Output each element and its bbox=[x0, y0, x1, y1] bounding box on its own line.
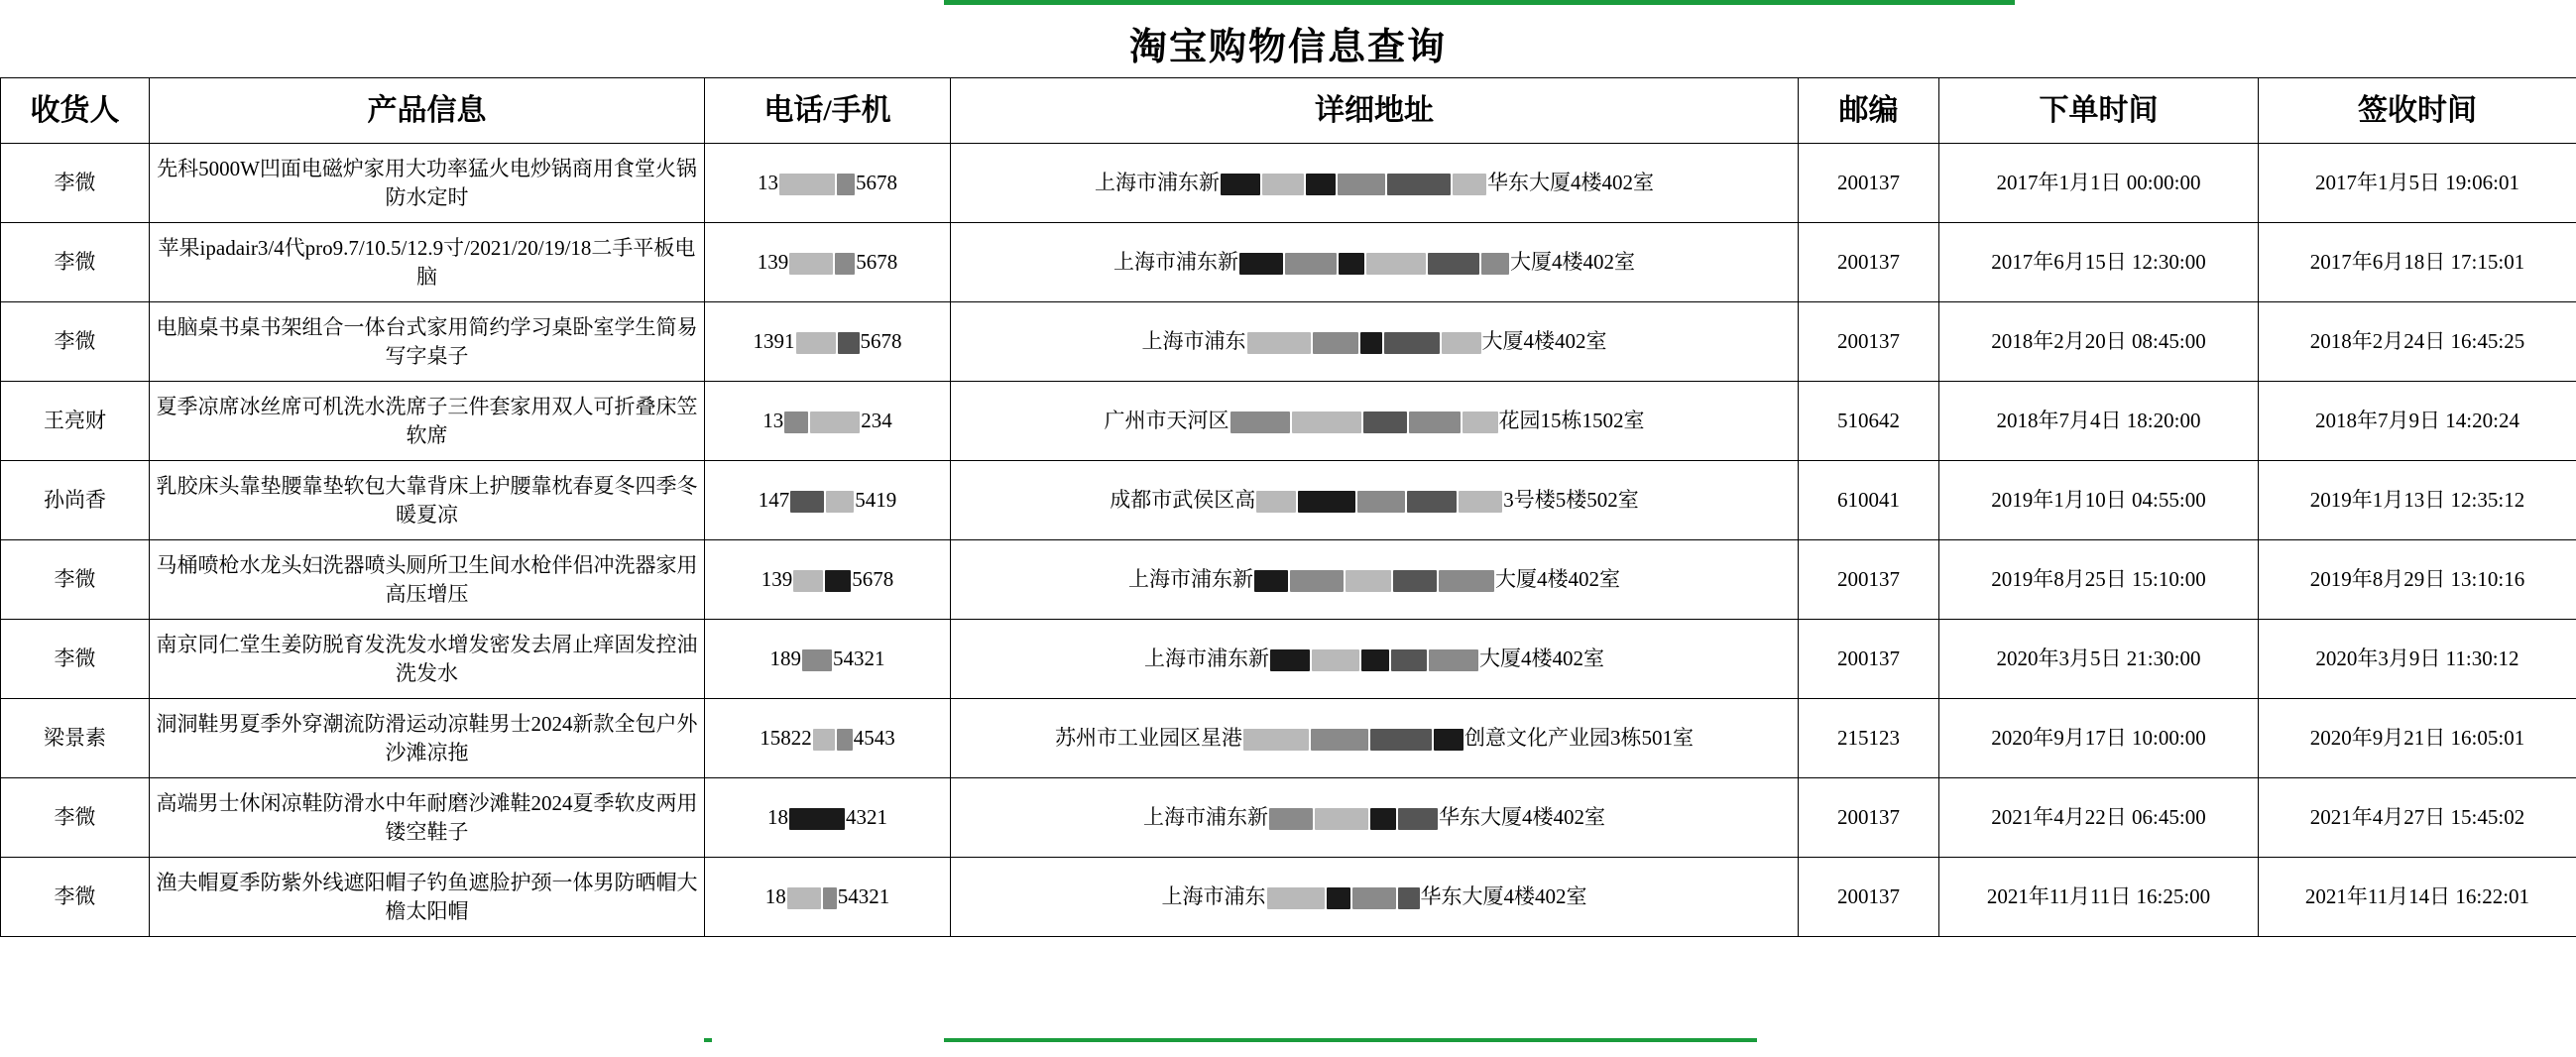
redaction-block bbox=[1256, 491, 1296, 513]
cell-address bbox=[951, 382, 1799, 461]
address-suffix: 3号楼5楼502室 bbox=[1503, 488, 1639, 513]
cell-zip: 200137 bbox=[1799, 540, 1939, 620]
redaction-block bbox=[1327, 887, 1350, 909]
redaction-block bbox=[793, 570, 823, 592]
cell-address bbox=[951, 461, 1799, 540]
column-header-phone: 电话/手机 bbox=[705, 78, 951, 144]
column-header-recipient: 收货人 bbox=[1, 78, 150, 144]
phone-prefix: 139 bbox=[757, 250, 789, 275]
cell-order-time: 2021年11月11日 16:25:00 bbox=[1939, 858, 2259, 937]
redaction-block bbox=[1393, 570, 1437, 592]
cell-phone bbox=[705, 461, 951, 540]
cell-recipient: 梁景素 bbox=[1, 699, 150, 778]
redaction-block bbox=[1463, 411, 1498, 433]
redaction-block bbox=[1311, 729, 1368, 751]
redaction-block bbox=[825, 570, 851, 592]
cell-recipient: 李微 bbox=[1, 778, 150, 858]
redaction-block bbox=[837, 729, 853, 751]
address-suffix: 华东大厦4楼402室 bbox=[1420, 884, 1587, 909]
cell-phone bbox=[705, 620, 951, 699]
redaction-block bbox=[789, 253, 833, 275]
cell-recipient: 李微 bbox=[1, 620, 150, 699]
address-prefix: 上海市浦东新 bbox=[1113, 250, 1238, 275]
column-header-order-time: 下单时间 bbox=[1939, 78, 2259, 144]
address-suffix: 花园15栋1502室 bbox=[1498, 409, 1645, 433]
redaction-block bbox=[790, 491, 824, 513]
address-prefix: 广州市天河区 bbox=[1104, 409, 1229, 433]
phone-suffix: 54321 bbox=[833, 646, 885, 671]
redaction-block bbox=[1243, 729, 1309, 751]
cell-zip: 200137 bbox=[1799, 620, 1939, 699]
redaction-block bbox=[1366, 253, 1426, 275]
redaction-block bbox=[1339, 253, 1364, 275]
address-suffix: 大厦4楼402室 bbox=[1510, 250, 1635, 275]
page-title: 淘宝购物信息查询 bbox=[1128, 27, 1447, 68]
cell-product: 南京同仁堂生姜防脱育发洗发水增发密发去屑止痒固发控油洗发水 bbox=[150, 620, 705, 699]
phone-prefix: 18 bbox=[767, 805, 788, 830]
table-row bbox=[1, 620, 2576, 699]
redaction-block bbox=[779, 174, 835, 195]
cell-product: 洞洞鞋男夏季外穿潮流防滑运动凉鞋男士2024新款全包户外沙滩凉拖 bbox=[150, 699, 705, 778]
table-row bbox=[1, 699, 2576, 778]
cell-sign-time: 2021年11月14日 16:22:01 bbox=[2259, 858, 2576, 937]
cell-recipient: 李微 bbox=[1, 540, 150, 620]
cell-recipient: 孙尚香 bbox=[1, 461, 150, 540]
redaction-block bbox=[1338, 174, 1385, 195]
cell-address bbox=[951, 540, 1799, 620]
redaction-block bbox=[784, 411, 808, 433]
cell-phone bbox=[705, 144, 951, 223]
redaction-block bbox=[835, 253, 855, 275]
redaction-block bbox=[1270, 649, 1310, 671]
redaction-block bbox=[1409, 411, 1461, 433]
phone-suffix: 5678 bbox=[856, 171, 897, 195]
table-header-row bbox=[1, 78, 2576, 144]
table-row bbox=[1, 461, 2576, 540]
cell-sign-time: 2021年4月27日 15:45:02 bbox=[2259, 778, 2576, 858]
phone-prefix: 13 bbox=[758, 171, 778, 195]
cell-recipient: 李微 bbox=[1, 144, 150, 223]
address-prefix: 上海市浦东 bbox=[1141, 329, 1246, 354]
redaction-block bbox=[1360, 332, 1382, 354]
redaction-block bbox=[838, 332, 860, 354]
cell-recipient: 李微 bbox=[1, 858, 150, 937]
cell-recipient: 李微 bbox=[1, 302, 150, 382]
redaction-block bbox=[1230, 411, 1290, 433]
cell-order-time: 2017年6月15日 12:30:00 bbox=[1939, 223, 2259, 302]
cell-zip: 610041 bbox=[1799, 461, 1939, 540]
redaction-block bbox=[1254, 570, 1288, 592]
cell-order-time: 2019年8月25日 15:10:00 bbox=[1939, 540, 2259, 620]
address-prefix: 上海市浦东新 bbox=[1128, 567, 1253, 592]
cell-sign-time: 2020年3月9日 11:30:12 bbox=[2259, 620, 2576, 699]
redaction-block bbox=[1239, 253, 1283, 275]
cell-order-time: 2018年2月20日 08:45:00 bbox=[1939, 302, 2259, 382]
address-suffix: 华东大厦4楼402室 bbox=[1487, 171, 1654, 195]
redaction-block bbox=[1285, 253, 1337, 275]
cell-recipient: 李微 bbox=[1, 223, 150, 302]
redaction-block bbox=[1312, 649, 1359, 671]
cell-order-time: 2017年1月1日 00:00:00 bbox=[1939, 144, 2259, 223]
phone-suffix: 5678 bbox=[852, 567, 894, 592]
redaction-block bbox=[826, 491, 854, 513]
redaction-block bbox=[796, 332, 836, 354]
redaction-block bbox=[1292, 411, 1361, 433]
cell-phone bbox=[705, 302, 951, 382]
address-prefix: 上海市浦东新 bbox=[1143, 805, 1268, 830]
cell-zip: 200137 bbox=[1799, 858, 1939, 937]
address-suffix: 创意文化产业园3栋501室 bbox=[1464, 726, 1694, 751]
redaction-block bbox=[837, 174, 855, 195]
redaction-block bbox=[1363, 411, 1407, 433]
phone-prefix: 13 bbox=[762, 409, 784, 433]
redaction-block bbox=[1407, 491, 1457, 513]
redaction-block bbox=[787, 887, 821, 909]
address-suffix: 大厦4楼402室 bbox=[1495, 567, 1620, 592]
cell-product: 马桶喷枪水龙头妇洗器喷头厕所卫生间水枪伴侣冲洗器家用高压增压 bbox=[150, 540, 705, 620]
table-row bbox=[1, 382, 2576, 461]
table-row bbox=[1, 302, 2576, 382]
cell-zip: 200137 bbox=[1799, 778, 1939, 858]
cell-product: 夏季凉席冰丝席可机洗水洗席子三件套家用双人可折叠床笠软席 bbox=[150, 382, 705, 461]
phone-prefix: 15822 bbox=[760, 726, 812, 751]
redaction-block bbox=[1315, 808, 1368, 830]
phone-prefix: 1391 bbox=[753, 329, 795, 354]
redaction-block bbox=[1221, 174, 1260, 195]
redaction-block bbox=[1442, 332, 1481, 354]
cell-address bbox=[951, 302, 1799, 382]
cell-sign-time: 2020年9月21日 16:05:01 bbox=[2259, 699, 2576, 778]
phone-prefix: 139 bbox=[761, 567, 793, 592]
cell-zip: 200137 bbox=[1799, 144, 1939, 223]
cell-sign-time: 2017年1月5日 19:06:01 bbox=[2259, 144, 2576, 223]
address-prefix: 上海市浦东 bbox=[1161, 884, 1266, 909]
redaction-block bbox=[1459, 491, 1502, 513]
cell-zip: 200137 bbox=[1799, 223, 1939, 302]
cell-order-time: 2019年1月10日 04:55:00 bbox=[1939, 461, 2259, 540]
cell-recipient: 王亮财 bbox=[1, 382, 150, 461]
cell-order-time: 2020年9月17日 10:00:00 bbox=[1939, 699, 2259, 778]
column-header-sign-time: 签收时间 bbox=[2259, 78, 2576, 144]
address-prefix: 苏州市工业园区星港 bbox=[1055, 726, 1242, 751]
redaction-block bbox=[1306, 174, 1336, 195]
table-row bbox=[1, 858, 2576, 937]
cell-address bbox=[951, 858, 1799, 937]
redaction-block bbox=[1429, 649, 1478, 671]
phone-suffix: 4543 bbox=[853, 726, 895, 751]
cell-zip: 200137 bbox=[1799, 302, 1939, 382]
cell-address bbox=[951, 699, 1799, 778]
cell-product: 先科5000W凹面电磁炉家用大功率猛火电炒锅商用食堂火锅防水定时 bbox=[150, 144, 705, 223]
phone-suffix: 5419 bbox=[855, 488, 897, 513]
redaction-block bbox=[1290, 570, 1344, 592]
redaction-block bbox=[1391, 649, 1427, 671]
cell-product: 高端男士休闲凉鞋防滑水中年耐磨沙滩鞋2024夏季软皮两用镂空鞋子 bbox=[150, 778, 705, 858]
redaction-block bbox=[1267, 887, 1325, 909]
address-suffix: 大厦4楼402室 bbox=[1481, 329, 1607, 354]
cell-sign-time: 2019年8月29日 13:10:16 bbox=[2259, 540, 2576, 620]
cell-phone bbox=[705, 778, 951, 858]
redaction-block bbox=[1361, 649, 1389, 671]
column-header-address: 详细地址 bbox=[951, 78, 1799, 144]
cell-phone bbox=[705, 382, 951, 461]
cell-address bbox=[951, 778, 1799, 858]
table-row bbox=[1, 540, 2576, 620]
cell-phone bbox=[705, 699, 951, 778]
selection-accent-top bbox=[944, 0, 2015, 5]
redaction-block bbox=[802, 649, 832, 671]
redaction-block bbox=[1453, 174, 1486, 195]
phone-suffix: 5678 bbox=[860, 329, 902, 354]
phone-suffix: 5678 bbox=[856, 250, 898, 275]
cell-product: 渔夫帽夏季防紫外线遮阳帽子钓鱼遮脸护颈一体男防晒帽大檐太阳帽 bbox=[150, 858, 705, 937]
redaction-block bbox=[1313, 332, 1358, 354]
table-row bbox=[1, 778, 2576, 858]
redaction-block bbox=[1387, 174, 1451, 195]
redaction-block bbox=[823, 887, 837, 909]
redaction-block bbox=[1269, 808, 1313, 830]
redaction-block bbox=[1262, 174, 1304, 195]
redaction-block bbox=[1298, 491, 1355, 513]
phone-suffix: 4321 bbox=[846, 805, 887, 830]
redaction-block bbox=[810, 411, 860, 433]
redaction-block bbox=[789, 808, 845, 830]
redaction-block bbox=[1346, 570, 1391, 592]
phone-suffix: 54321 bbox=[837, 884, 890, 909]
phone-prefix: 147 bbox=[758, 488, 790, 513]
cell-zip: 215123 bbox=[1799, 699, 1939, 778]
cell-product: 苹果ipadair3/4代pro9.7/10.5/12.9寸/2021/20/19/18二手平板电脑 bbox=[150, 223, 705, 302]
column-header-product: 产品信息 bbox=[150, 78, 705, 144]
phone-prefix: 189 bbox=[769, 646, 801, 671]
cell-order-time: 2021年4月22日 06:45:00 bbox=[1939, 778, 2259, 858]
address-suffix: 大厦4楼402室 bbox=[1479, 646, 1604, 671]
cell-address bbox=[951, 144, 1799, 223]
redaction-block bbox=[1398, 887, 1420, 909]
cell-phone bbox=[705, 858, 951, 937]
redaction-block bbox=[1352, 887, 1396, 909]
selection-accent-bottom bbox=[944, 1038, 1757, 1042]
phone-prefix: 18 bbox=[764, 884, 786, 909]
redaction-block bbox=[1384, 332, 1440, 354]
redaction-block bbox=[1247, 332, 1311, 354]
cell-order-time: 2018年7月4日 18:20:00 bbox=[1939, 382, 2259, 461]
cell-zip: 510642 bbox=[1799, 382, 1939, 461]
selection-accent-tick bbox=[704, 1038, 712, 1042]
cell-phone bbox=[705, 223, 951, 302]
cell-address bbox=[951, 620, 1799, 699]
redaction-block bbox=[1357, 491, 1405, 513]
cell-sign-time: 2019年1月13日 12:35:12 bbox=[2259, 461, 2576, 540]
table-row bbox=[1, 223, 2576, 302]
redaction-block bbox=[1398, 808, 1438, 830]
table-row bbox=[1, 144, 2576, 223]
redaction-block bbox=[1428, 253, 1479, 275]
redaction-block bbox=[1434, 729, 1464, 751]
cell-sign-time: 2018年2月24日 16:45:25 bbox=[2259, 302, 2576, 382]
address-suffix: 华东大厦4楼402室 bbox=[1439, 805, 1605, 830]
orders-table bbox=[0, 77, 2576, 937]
redaction-block bbox=[1370, 729, 1432, 751]
column-header-zip: 邮编 bbox=[1799, 78, 1939, 144]
phone-suffix: 234 bbox=[861, 409, 892, 433]
address-prefix: 成都市武侯区高 bbox=[1110, 488, 1256, 513]
cell-sign-time: 2017年6月18日 17:15:01 bbox=[2259, 223, 2576, 302]
cell-address bbox=[951, 223, 1799, 302]
redaction-block bbox=[813, 729, 835, 751]
redaction-block bbox=[1370, 808, 1396, 830]
cell-phone bbox=[705, 540, 951, 620]
redaction-block bbox=[1481, 253, 1509, 275]
address-prefix: 上海市浦东新 bbox=[1144, 646, 1269, 671]
address-prefix: 上海市浦东新 bbox=[1095, 171, 1220, 195]
redaction-block bbox=[1439, 570, 1494, 592]
cell-order-time: 2020年3月5日 21:30:00 bbox=[1939, 620, 2259, 699]
cell-product: 乳胶床头靠垫腰靠垫软包大靠背床上护腰靠枕春夏冬四季冬暖夏凉 bbox=[150, 461, 705, 540]
cell-sign-time: 2018年7月9日 14:20:24 bbox=[2259, 382, 2576, 461]
cell-product: 电脑桌书桌书架组合一体台式家用简约学习桌卧室学生简易写字桌子 bbox=[150, 302, 705, 382]
